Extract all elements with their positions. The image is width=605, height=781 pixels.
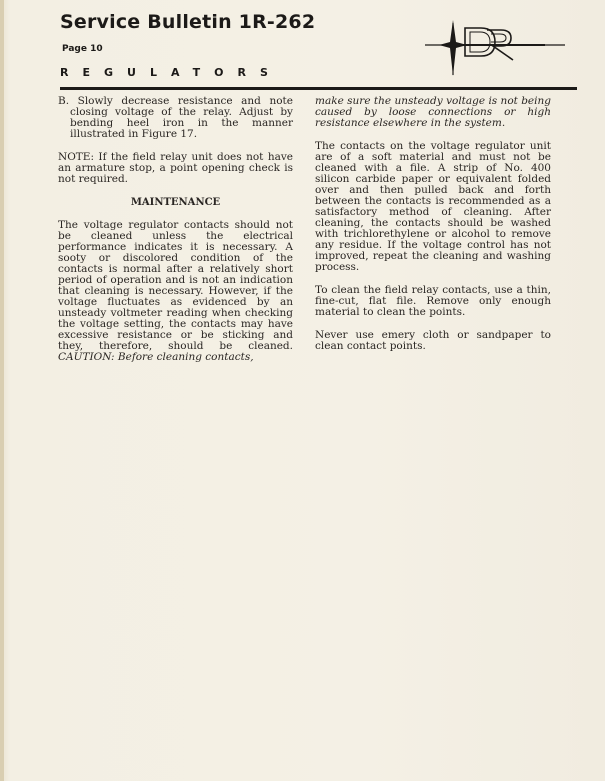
maintenance-paragraph [58,220,293,363]
section-title: REGULATORS [60,66,282,79]
contacts-paragraph: The contacts on the voltage regulator unit are of a soft material and must not be cleaned with a file. A strip of No. 400 silicon carbide paper or equivalent folded over and then pulled back and forth between the contacts is recommended as a satisfactory method of cleaning. After cleaning, the contacts should be washed with trichlorethylene or alcohol to remove any residue. If the voltage control has not improved, repeat the cleaning and washing process. [315,140,551,273]
emery-paragraph: Never use emery cloth or sandpaper to clean contact points. [315,329,551,352]
caution-text-end: make sure the unsteady voltage is not being caused by loose connections or high resistance elsewhere in the system. [315,95,551,129]
left-column [58,96,293,375]
field-relay-paragraph: To clean the field relay contacts, use a thin, fine-cut, flat file. Remove only enough material to clean the points. [315,284,551,318]
step-b-paragraph: B. Slowly decrease resistance and note closing voltage of the relay. Adjust by bending heel iron in the manner illustrated in Figure 17. [58,95,293,140]
maintenance-text: The voltage regulator contacts should not be cleaned unless the electrical performance indicates it is necessary. A sooty or discolored condition of the contacts is normal after a relatively short period of operation and is not an indication that cleaning is necessary. However, if the voltage fluctuates as evidenced by an unsteady voltmeter reading when checking the voltage setting, the contacts may have excessive resistance or be sticking and they, therefore, should be cleaned. [58,219,293,352]
right-column [315,96,551,364]
header-rule [60,87,577,90]
note-paragraph: NOTE: If the field relay unit does not have an armature stop, a point opening check is not required. [58,151,293,185]
page-edge [0,0,4,781]
caution-text-start: CAUTION: Before cleaning contacts, [58,351,254,363]
maintenance-heading: MAINTENANCE [130,197,221,208]
bulletin-title: Service Bulletin 1R-262 [60,11,316,33]
dr-star-logo-icon [425,18,565,78]
page-number: Page 10 [62,44,103,54]
